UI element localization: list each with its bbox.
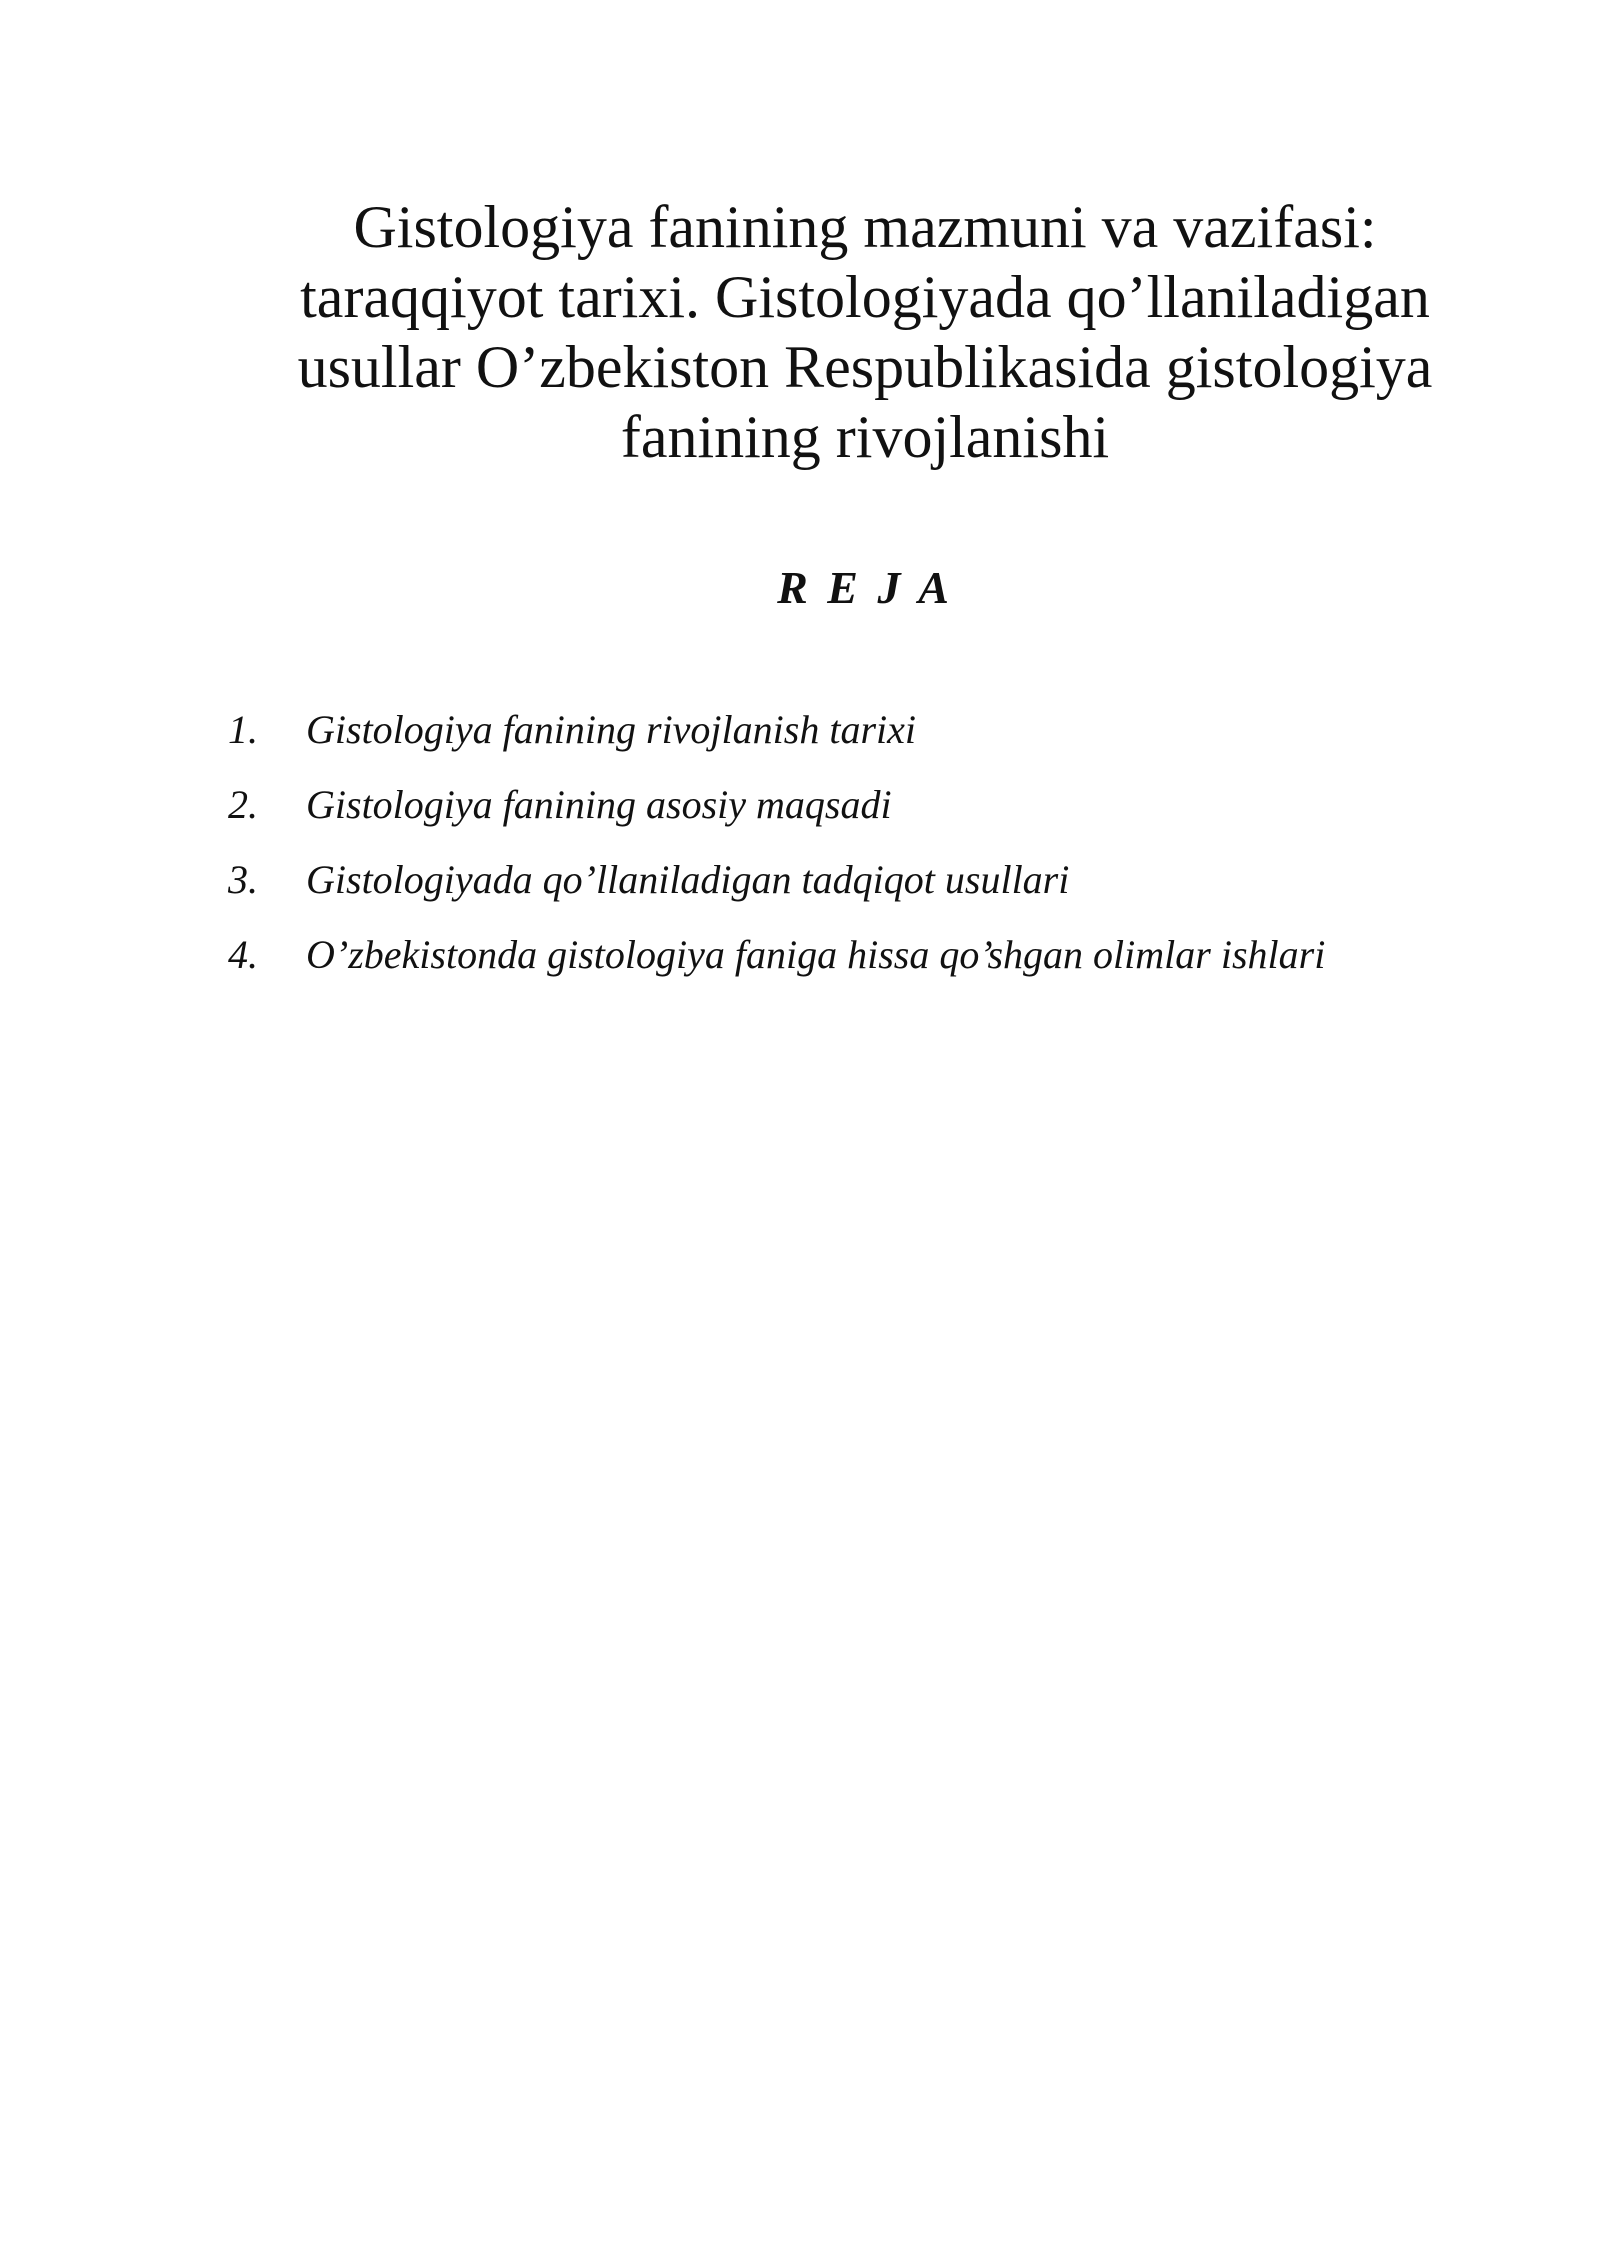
title-line: Gistologiya fanining mazmuni va vazifasi: <box>353 194 1377 261</box>
plan-list <box>228 700 1325 1000</box>
plan-item-number: 4. <box>228 932 258 977</box>
document-title <box>260 192 1470 472</box>
plan-item-number: 3. <box>228 857 258 902</box>
plan-item-text: Gistologiya fanining rivojlanish tarixi <box>306 707 916 752</box>
plan-item-text: Gistologiyada qo’llaniladigan tadqiqot usullari <box>306 857 1070 902</box>
plan-heading: R E J A <box>777 562 953 613</box>
plan-item <box>228 775 1325 850</box>
title-line: fanining rivojlanishi <box>620 404 1110 471</box>
plan-item-number: 2. <box>228 782 258 827</box>
plan-item-text: Gistologiya fanining asosiy maqsadi <box>306 782 892 827</box>
title-line: usullar O’zbekiston Respublikasida gistologiya <box>297 334 1433 401</box>
plan-item-text: O’zbekistonda gistologiya faniga hissa qo’shgan olimlar ishlari <box>306 932 1326 977</box>
title-line: taraqqiyot tarixi. Gistologiyada qo’llaniladigan <box>300 264 1430 331</box>
plan-item <box>228 850 1325 925</box>
plan-item <box>228 925 1325 1000</box>
plan-item <box>228 700 1325 775</box>
plan-item-number: 1. <box>228 707 258 752</box>
